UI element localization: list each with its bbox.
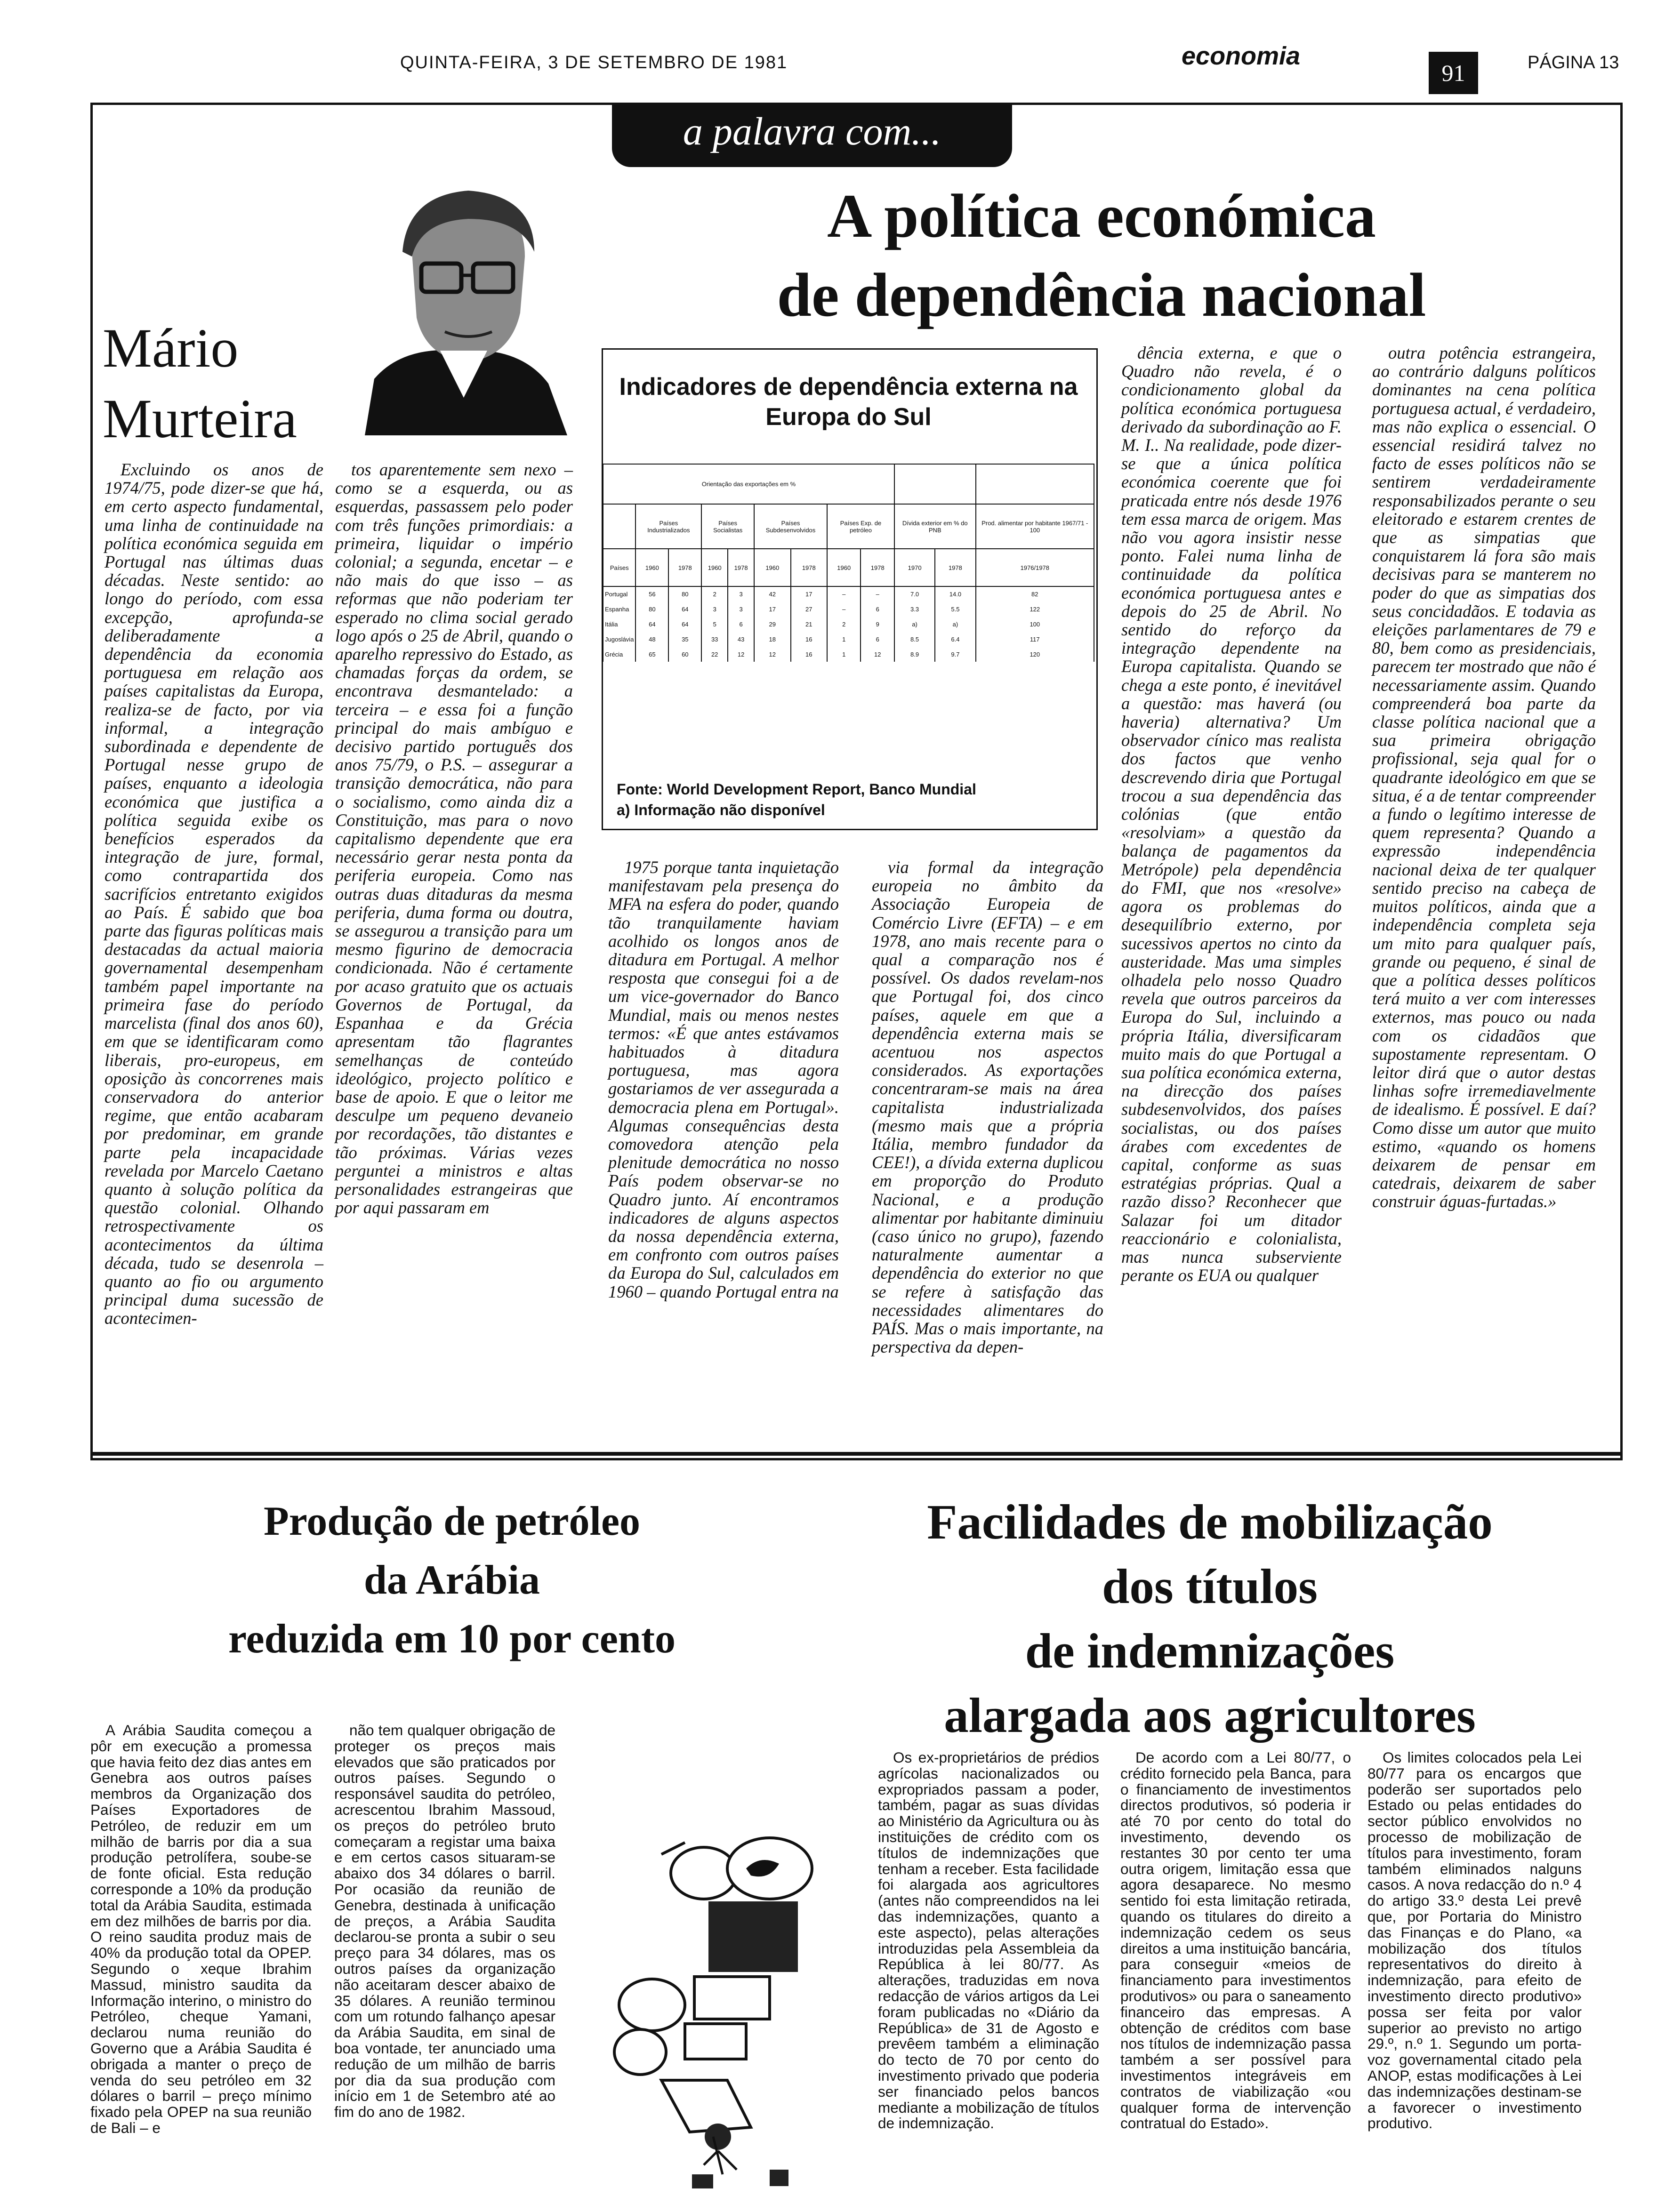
table-value-cell: 12 xyxy=(754,647,791,662)
table-footnote: a) Informação não disponível xyxy=(617,801,825,818)
table-value-cell: 80 xyxy=(635,601,668,617)
table-country-cell: Grécia xyxy=(603,647,635,662)
table-source-line: Fonte: World Development Report, Banco Mundial xyxy=(617,781,976,798)
table-year: 1978 xyxy=(668,549,701,586)
table-country-cell: Itália xyxy=(603,617,635,632)
table-value-cell: 122 xyxy=(976,601,1094,617)
feature-column-6: outra potência estrangeira, ao contrário dalguns políticos dominantes na cena política portuguesa actual, é verdadeiro, mas não explica o essencial. O essencial residirá talvez no facto de esses políticos não se sentirem verdadeiramente responsabilizados perante o seu eleitorado e estarem crentes de que as simpatias que conquistarem lá fora são mais decisivas para se manterem no poder do que as simpatias dos seus concidadãos. E todavia as eleições parlamentares de 79 e 80, bem como as presidenciais, parecem ter mostrado que não é necessariamente assim. Quando compreenderá boa parte da classe política nacional que a sua primeira obrigação profissional, seja qual for o quadrante ideológico em que se situa, é a de tentar compreender a fundo o legítimo interesse de quem representa? Quando a expressão independência nacional deixa de ter qualquer sentido preciso na cabeça de muitos políticos, ainda que a independência completa seja um mito para qualquer país, grande ou pequeno, é sinal de que a política desses políticos terá muito a ver com interesses externos, mas pouco ou nada com os cidadãos que supostamente representam. O leitor dirá que o autor destas linhas sofre irremediavelmente de idealismo. É possível. E daí? Como disse um autor que muito estimo, «quando os homens deixarem de pensar em catedrais, deixarem de saber construir águas-furtadas.» xyxy=(1372,343,1596,1211)
table-year: 1978 xyxy=(935,549,975,586)
table-year: 1978 xyxy=(861,549,894,586)
table-year: 1978 xyxy=(791,549,828,586)
table-value-cell: 5 xyxy=(701,617,728,632)
table-title: Indicadores de dependência externa na Europa do Sul xyxy=(619,373,1078,431)
credit-column-2: De acordo com a Lei 80/77, o crédito fornecido pela Banca, para o financiamento de investimentos directos produtivos, só poderia ir até 70 por cento do total do investimento, devendo os restantes 30 por cento ter uma outra origem, limitação essa que agora desaparece. No mesmo sentido foi esta limitação retirada, quando os titulares do direito a indemnização cedem os seus direitos a uma instituição bancária, para conseguir «meios de financiamento para investimentos produtivos» ou para o saneamento financeiro das empresas. A obtenção de créditos com base nos títulos de indemnização passa também a ser possível para investimentos integráveis em contratos de viabilização «ou qualquer forma de intervenção contratual do Estado». xyxy=(1120,1749,1351,2132)
author-name xyxy=(103,313,297,454)
table-value-cell: 18 xyxy=(754,632,791,647)
table-value-cell: 80 xyxy=(668,586,701,601)
masthead xyxy=(0,0,1657,108)
page-number: PÁGINA 13 xyxy=(1528,53,1619,72)
table-value-cell: 22 xyxy=(701,647,728,662)
credit-column-3: Os limites colocados pela Lei 80/77 para os encargos que poderão ser suportados pelo Estado ou pelas entidades do sector público envolvidos no processo de mobilização de títulos para investimento, foram também eliminados nalguns casos. A nova redacção do n.º 4 do artigo 33.º desta Lei prevê que, por Portaria do Ministro das Finanças e do Plano, «a mobilização dos títulos representativos do direito à indemnização, para efeito de investimento directo produtivo» possa ser feita por valor superior ao previsto no artigo 29.º, n.º 1. Segundo um porta-voz governamental citado pela ANOP, estas modificações à Lei das indemnizações destinam-se a favorecer o investimento produtivo. xyxy=(1367,1749,1582,2132)
table-year: 1970 xyxy=(894,549,935,586)
table-col-header: Prod. alimentar por habitante 1967/71 - 100 xyxy=(976,504,1094,549)
table-value-cell: 3 xyxy=(728,586,754,601)
table-value-cell: 65 xyxy=(635,647,668,662)
table-value-cell: 43 xyxy=(728,632,754,647)
table-value-cell: 120 xyxy=(976,647,1094,662)
table-value-cell: 14.0 xyxy=(935,586,975,601)
table-value-cell: 48 xyxy=(635,632,668,647)
table-row xyxy=(603,586,1094,601)
table-source xyxy=(617,779,976,820)
frame-bottom-rule xyxy=(90,1452,1623,1456)
author-portrait xyxy=(346,176,572,435)
table-row xyxy=(603,617,1094,632)
table-value-cell: 16 xyxy=(791,647,828,662)
oil-cartoon-illustration xyxy=(581,1798,864,2198)
table-value-cell: 117 xyxy=(976,632,1094,647)
table-value-cell: 17 xyxy=(754,601,791,617)
indicators-table xyxy=(603,464,1094,662)
table-value-cell: 29 xyxy=(754,617,791,632)
table-value-cell: 7.0 xyxy=(894,586,935,601)
table-value-cell: 12 xyxy=(861,647,894,662)
oil-headline: Produção de petróleo da Arábia reduzida em 10 por cento xyxy=(228,1499,676,1662)
table-row-label: Países xyxy=(603,549,635,586)
table-country-cell: Portugal xyxy=(603,586,635,601)
table-year: 1960 xyxy=(754,549,791,586)
table-value-cell: – xyxy=(861,586,894,601)
table-value-cell: 64 xyxy=(668,617,701,632)
feature-column-1: Excluindo os anos de 1974/75, pode dizer-se que há, em certo aspecto fundamental, uma linha de continuidade na política económica seguida em Portugal nas últimas duas décadas. Neste sentido: ao longo do período, com essa excepção, aprofunda-se deliberadamente a dependência da economia portuguesa em relação aos países capitalistas da Europa, realiza-se de facto, por via informal, a integração subordinada e dependente de Portugal nesse grupo de países, enquanto a ideologia económica que justifica a política seguida exibe os benefícios esperados da integração de jure, formal, como contrapartida dos sacrifícios entretanto exigidos ao País. É sabido que boa parte das figuras políticas mais destacadas da actual maioria governamental desempenham também papel importante na primeira fase do período marcelista (final dos anos 60), em que se identificaram como liberais, pro-europeus, em oposição às concorrenes mais conservadora do anterior regime, que então acabaram por predominar, em grande parte pela incapacidade revelada por Marcelo Caetano quanto à solução política da questão colonial. Olhando retrospectivamente os acontecimentos da última década, tudo se desenrola – quanto ao fio ou argumento principal duma sucessão de acontecimen- xyxy=(105,460,323,1328)
table-value-cell: 42 xyxy=(754,586,791,601)
paper-logo: 91 xyxy=(1429,52,1478,94)
paper-name: economia xyxy=(1182,42,1301,70)
table-value-cell: a) xyxy=(935,617,975,632)
table-group-header: Orientação das exportações em % xyxy=(603,464,894,504)
table-col-header: Países Industrializados xyxy=(635,504,701,549)
table-value-cell: 27 xyxy=(791,601,828,617)
table-row xyxy=(603,601,1094,617)
table-year: 1960 xyxy=(635,549,668,586)
table-value-cell: 3 xyxy=(701,601,728,617)
table-row xyxy=(603,647,1094,662)
table-value-cell: 9 xyxy=(861,617,894,632)
feature-column-4: via formal da integração europeia no âmbito da Associação Europeia de Comércio Livre (EFTA) – e em 1978, ano mais recente para o qual a comparação nos é possível. Os dados revelam-nos que Portugal foi, dos cinco países, aquele em que a dependência externa mais se acentuou nos aspectos considerados. As exportações concentraram-se mais na área capitalista industrializada (mesmo mais que a própria Itália, membro fundador da CEE!), a dívida externa duplicou em proporção do Produto Nacional, e a produção alimentar por habitante diminuiu (caso único no grupo), fazendo naturalmente aumentar a dependência do exterior no que se refere à satisfação das necessidades alimentares do PAÍS. Mas o mais importante, na perspectiva da depen- xyxy=(872,858,1103,1357)
feature-headline xyxy=(650,176,1553,335)
credit-column-1: Os ex-proprietários de prédios agrícolas nacionalizados ou expropriados passam a poder, também, pagar as suas dívidas ao Ministério da Agricultura ou às instituições de crédito com os títulos de indemnizações que tenham a receber. Esta facilidade foi alargada aos agricultores (antes não compreendidos na lei das indemnizações, quanto a este aspecto), pelas alterações introduzidas pela Assembleia da República à lei 80/77. As alterações, traduzidas em nova redacção de vários artigos da Lei foram publicadas no «Diário da República» de 31 de Agosto e prevêem também a eliminação do tecto de 70 por cento do investimento privado que poderia ser financiado pelos bancos mediante a mobilização de títulos de indemnização. xyxy=(878,1749,1099,2132)
credit-headline: Facilidades de mobilização dos títulos de indemnizações alargada aos agricultores xyxy=(927,1494,1493,1743)
table-col-header: Países Subdesenvolvidos xyxy=(754,504,827,549)
table-value-cell: 1 xyxy=(827,632,861,647)
table-value-cell: 64 xyxy=(668,601,701,617)
table-value-cell: 8.9 xyxy=(894,647,935,662)
author-last-name: Murteira xyxy=(103,388,297,449)
table-value-cell: 3 xyxy=(728,601,754,617)
table-value-cell: 33 xyxy=(701,632,728,647)
table-value-cell: – xyxy=(827,601,861,617)
table-col-header: Dívida exterior em % do PNB xyxy=(894,504,976,549)
headline-line-2: de dependência nacional xyxy=(777,260,1426,329)
table-row xyxy=(603,632,1094,647)
table-value-cell: 2 xyxy=(701,586,728,601)
table-country-cell: Espanha xyxy=(603,601,635,617)
issue-date: QUINTA-FEIRA, 3 DE SETEMBRO DE 1981 xyxy=(400,53,788,72)
table-value-cell: 35 xyxy=(668,632,701,647)
author-first-name: Mário xyxy=(103,317,239,379)
table-value-cell: 6 xyxy=(861,601,894,617)
table-value-cell: 56 xyxy=(635,586,668,601)
feature-column-5: dência externa, e que o Quadro não revela, é o condicionamento global da política económica portuguesa derivado da subordinação ao F. M. I.. Na realidade, pode dizer-se que a única política económica coerente que foi praticada entre nós desde 1976 tem essa marca de origem. Mas não vou agora insistir nesse ponto. Falei numa linha de continuidade da política económica portuguesa antes e depois do 25 de Abril. No sentido do reforço da integração dependente na Europa capitalista. Quando se chega a este ponto, é inevitável a questão: mas haverá (ou haveria) alternativa? Um observador cínico mas realista dos factos que venho descrevendo diria que Portugal trocou a sua dependência das colónias (que então «resolviam» a questão da balança de pagamentos da Metrópole) pela dependência do FMI, que nos «resolve» agora os problemas do desequilíbrio externo, por sucessivos apertos no cinto da austeridade. Mas uma simples olhadela pelo nosso Quadro revela que outros parceiros da Europa do Sul, incluindo a própria Itália, diversificaram muito mais do que Portugal a sua política económica externa, na direcção dos países subdesenvolvidos, dos países socialistas, ou dos países árabes com excedentes de capital, conforme as suas estratégias próprias. Qual a razão disso? Reconhecer que Salazar foi um ditador reaccionário e colonialista, mas nunca subserviente perante os EUA ou qualquer xyxy=(1121,343,1342,1285)
section-banner: a palavra com... xyxy=(612,104,1012,167)
oil-column-1: A Arábia Saudita começou a pôr em execução a promessa que havia feito dez dias antes em Genebra aos outros países membros da Organização dos Países Exportadores de Petróleo, de reduzir em um milhão de barris por dia a sua produção petrolífera, soube-se de fonte oficial. Esta redução corresponde a 10% da produção total da Arábia Saudita, estimada em dez milhões de barris por dia. O reino saudita produz mais de 40% da produção total da OPEP. Segundo o xeque Ibrahim Massud, ministro saudita da Informação interino, o ministro do Petróleo, cheque Yamani, declarou numa reunião do Governo que a Arábia Saudita é obrigada a manter o preço de venda do seu petróleo em 32 dólares o barril – preço mínimo fixado pela OPEP na sua reunião de Bali – e xyxy=(90,1722,312,2136)
table-year: 1978 xyxy=(728,549,754,586)
table-country-cell: Jugoslávia xyxy=(603,632,635,647)
table-value-cell: 9.7 xyxy=(935,647,975,662)
table-value-cell: 82 xyxy=(976,586,1094,601)
table-value-cell: 12 xyxy=(728,647,754,662)
table-value-cell: 21 xyxy=(791,617,828,632)
feature-column-3: 1975 porque tanta inquietação manifestavam pela presença do MFA na esfera do poder, quando tão tranquilamente haviam acolhido os longos anos de ditadura em Portugal. A melhor resposta que consegui foi a de um vice-governador do Banco Mundial, mais ou menos nestes termos: «É que antes estávamos habituados à ditadura portuguesa, mas agora gostariamos de ver assegurada a democracia plena em Portugal». Algumas consequências desta comovedora atenção pela plenitude democrática no nosso País podem observar-se no Quadro junto. Aí encontramos indicadores de alguns aspectos da nossa dependência externa, em confronto com outros países da Europa do Sul, calculados em 1960 – quando Portugal entra na xyxy=(608,858,839,1301)
table-value-cell: 17 xyxy=(791,586,828,601)
table-value-cell: 6 xyxy=(861,632,894,647)
table-value-cell: 64 xyxy=(635,617,668,632)
table-value-cell: 16 xyxy=(791,632,828,647)
table-year: 1960 xyxy=(701,549,728,586)
oil-column-2: não tem qualquer obrigação de proteger os preços mais elevados que são praticados por outros países. Segundo o responsável saudita do petróleo, acrescentou Ibrahim Massoud, os preços do petróleo bruto começaram a registar uma baixa e em certos casos situaram-se abaixo dos 34 dólares o barril. Por ocasião da reunião de Genebra, destinada à unificação de preços, a Arábia Saudita declarou-se pronta a subir o seu preço para 34 dólares, mas os outros países da organização não aceitaram descer abaixo de 35 dólares. A reunião terminou com um rotundo falhanço apesar da Arábia Saudita, em sinal de boa vontade, ter anunciado uma redução de um milhão de barris por dia da sua produção com início em 1 de Setembro até ao fim do ano de 1982. xyxy=(334,1722,555,2121)
headline-line-1: A política económica xyxy=(827,181,1376,250)
feature-column-2: tos aparentemente sem nexo – como se a esquerda, ou as esquerdas, passassem pelo poder com três funções primordiais: a primeira, liquidar o império colonial; a segunda, encetar – e não mais do que isso – as reformas que não poderiam ter esperado no clima social gerado logo após o 25 de Abril, quando o aparelho repressivo do Estado, as chamadas forças da ordem, se encontrava desmantelado: a terceira – e essa foi a função principal do mais ambíguo e decisivo partido português dos anos 75/79, o P.S. – assegurar a transição democrática, não para o socialismo, como ainda diz a Constituição, mas para o novo capitalismo dependente que era necessário gerar nesta ponta da periferia europeia. Como nas outras duas ditaduras da mesma periferia, duma forma ou doutra, se assegurou a transição para um mesmo figurino de democracia condicionada. Não é certamente por acaso gratuito que os actuais Governos de Portugal, da Espanhaa e da Grécia apresentam tão flagrantes semelhanças de conteúdo ideológico, projecto político e base de apoio. E que o leitor me desculpe um pequeno devaneio por recordações, tão distantes e tão próximas. Várias vezes perguntei a ministros e altas personalidades estrangeiras que por aqui passaram em xyxy=(335,460,573,1218)
table-value-cell: 6.4 xyxy=(935,632,975,647)
table-value-cell: 2 xyxy=(827,617,861,632)
table-value-cell: 8.5 xyxy=(894,632,935,647)
table-value-cell: 60 xyxy=(668,647,701,662)
table-col-header: Países Socialistas xyxy=(701,504,754,549)
table-value-cell: 100 xyxy=(976,617,1094,632)
table-value-cell: 1 xyxy=(827,647,861,662)
table-value-cell: a) xyxy=(894,617,935,632)
table-value-cell: 6 xyxy=(728,617,754,632)
table-year: 1960 xyxy=(827,549,861,586)
table-year: 1976/1978 xyxy=(976,549,1094,586)
table-value-cell: 3.3 xyxy=(894,601,935,617)
table-value-cell: 5.5 xyxy=(935,601,975,617)
table-col-header: Países Exp. de petróleo xyxy=(827,504,894,549)
table-value-cell: – xyxy=(827,586,861,601)
